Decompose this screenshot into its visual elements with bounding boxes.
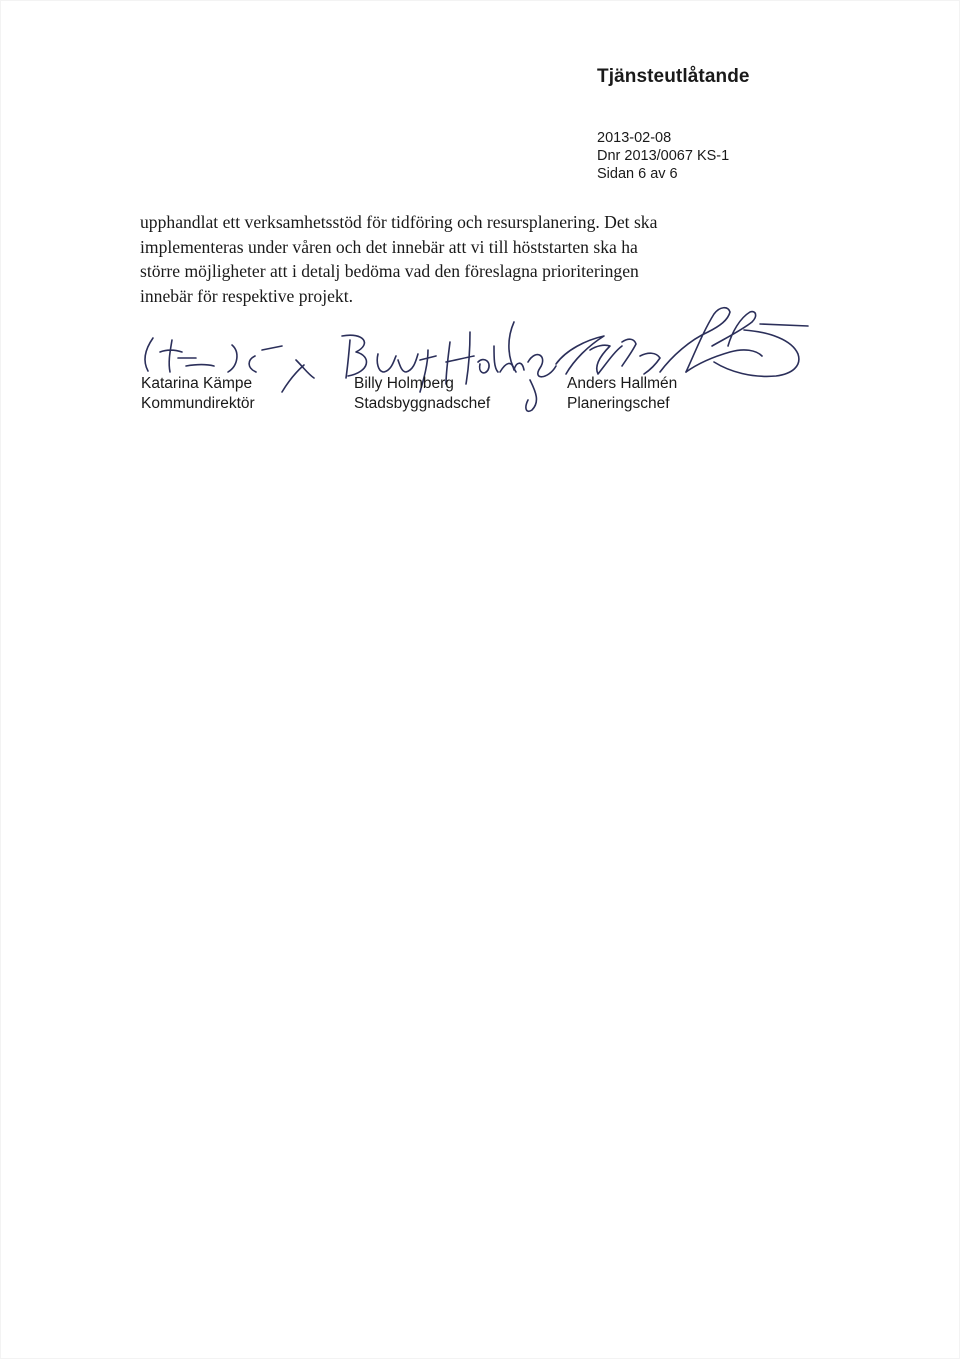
signatory-1 [141,374,255,414]
body-line: upphandlat ett verksamhetsstöd för tidföring och resursplanering. Det ska [140,212,658,232]
page-number: Sidan 6 av 6 [597,166,678,182]
signatory-name: Anders Hallmén [567,375,678,392]
body-line: större möjligheter att i detalj bedöma vad den föreslagna prioriteringen [140,261,639,281]
signatory-name: Katarina Kämpe [141,375,253,392]
signatory-title: Stadsbyggnadschef [354,395,491,412]
document-dnr: Dnr 2013/0067 KS-1 [597,148,730,164]
body-paragraph [140,210,740,308]
document-meta [597,129,729,183]
signatory-2 [354,374,490,414]
signature-anders-hallmen [556,308,808,377]
document-date: 2013-02-08 [597,130,672,146]
signatory-name: Billy Holmberg [354,375,454,392]
signatory-title: Planeringschef [567,395,670,412]
signatory-3 [567,374,677,414]
body-line: implementeras under våren och det innebär att vi till höststarten ska ha [140,236,638,257]
signatory-title: Kommundirektör [141,395,255,412]
body-line: innebär för respektive projekt. [140,285,353,306]
document-type-heading: Tjänsteutlåtande [597,66,750,87]
